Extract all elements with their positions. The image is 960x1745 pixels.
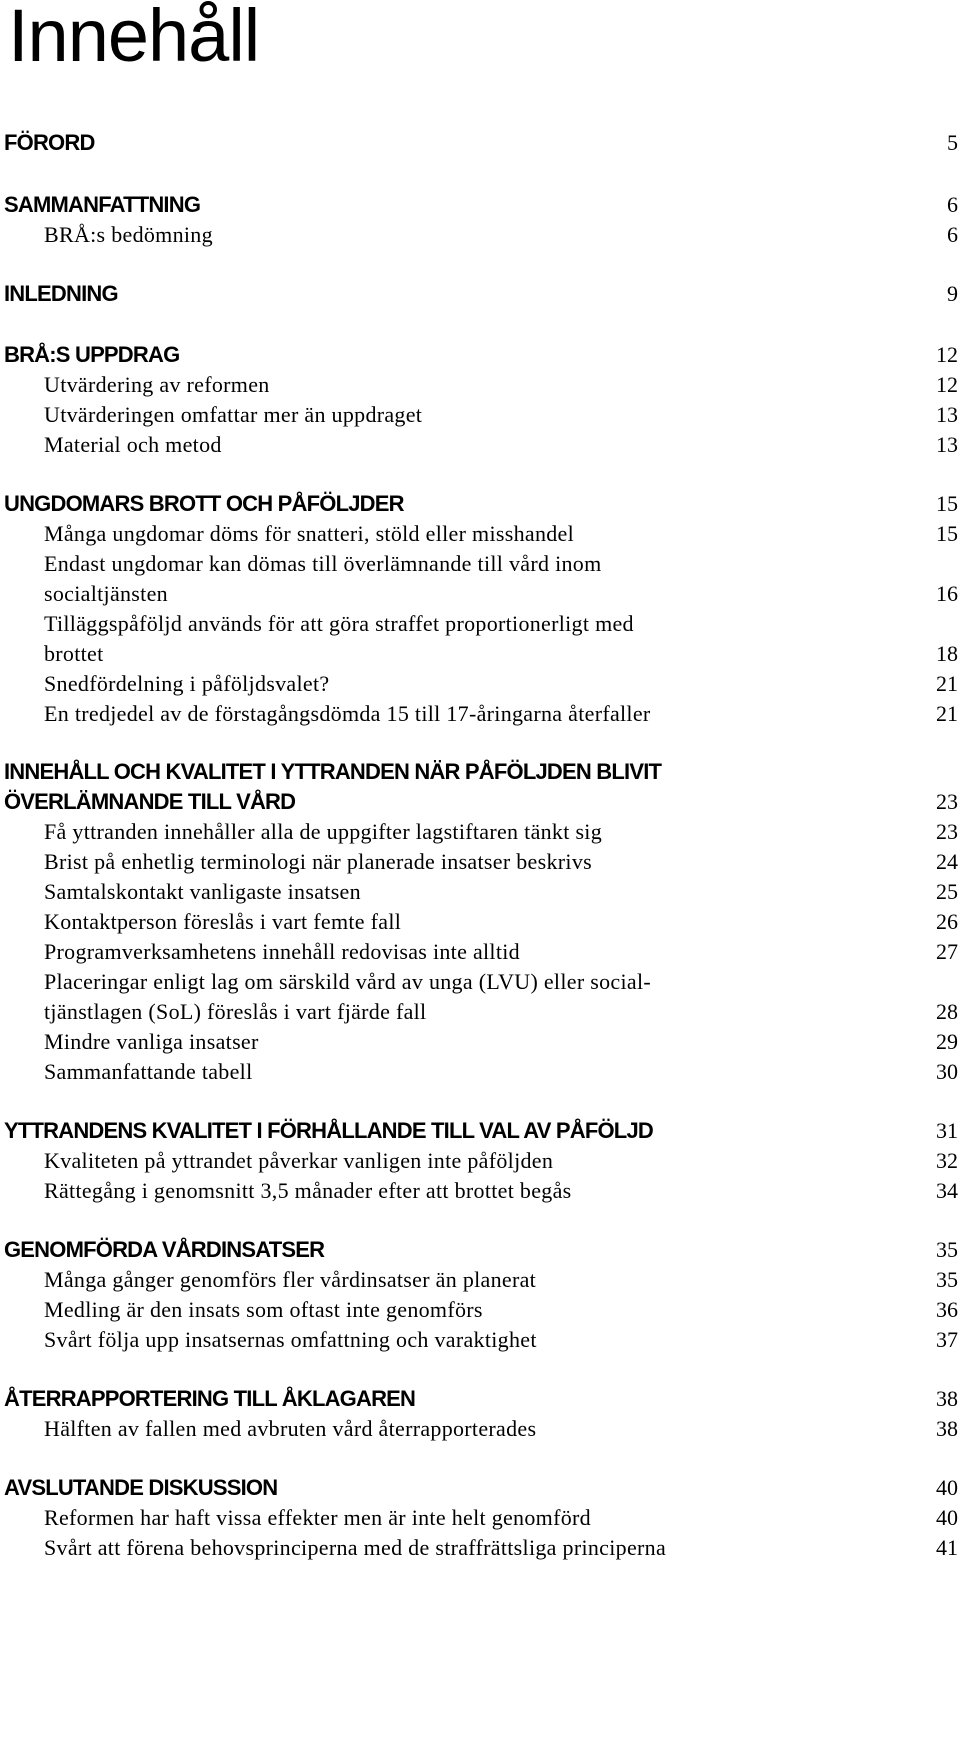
toc-page-number: 13	[936, 402, 958, 427]
toc-heading-text: BRÅ:S UPPDRAG	[4, 342, 180, 367]
toc-entry[interactable]	[0, 697, 960, 730]
toc-entry[interactable]	[0, 1174, 960, 1207]
toc-entry-text: Brist på enhetlig terminologi när planerade insatser beskrivs	[44, 849, 592, 874]
toc-entry[interactable]	[0, 1323, 960, 1356]
toc-entry[interactable]	[0, 398, 960, 431]
toc-entry-text: Medling är den insats som oftast inte genomförs	[44, 1297, 483, 1322]
toc-entry-text: Mindre vanliga insatser	[44, 1029, 259, 1054]
toc-page-number: 28	[936, 999, 958, 1024]
toc-entry-text: En tredjedel av de förstagångsdömda 15 till 17-åringarna återfaller	[44, 701, 651, 726]
toc-heading[interactable]	[0, 277, 960, 310]
toc-page-number: 26	[936, 909, 958, 934]
toc-entry[interactable]	[0, 815, 960, 848]
toc-heading[interactable]	[0, 1233, 960, 1266]
toc-entry-text: BRÅ:s bedömning	[44, 222, 213, 247]
toc-page-number: 6	[947, 222, 958, 247]
toc-page-number: 15	[936, 521, 958, 546]
toc-page-number: 40	[936, 1505, 958, 1530]
toc-entry-text: Placeringar enligt lag om särskild vård av unga (LVU) eller social-	[44, 969, 651, 994]
toc-heading-text: INNEHÅLL OCH KVALITET I YTTRANDEN NÄR PÅFÖLJDEN BLIVIT	[4, 759, 662, 784]
toc-entry[interactable]	[0, 1412, 960, 1445]
toc-entry-text: Många ungdomar döms för snatteri, stöld eller misshandel	[44, 521, 575, 546]
toc-page-number: 21	[936, 701, 958, 726]
toc-entry[interactable]	[0, 607, 960, 640]
toc-entry-text: Svårt att förena behovsprinciperna med de straffrättsliga principerna	[44, 1535, 667, 1560]
toc-heading-text: ÅTERRAPPORTERING TILL ÅKLAGAREN	[4, 1386, 416, 1411]
toc-heading-text: AVSLUTANDE DISKUSSION	[4, 1475, 278, 1500]
toc-heading-text: GENOMFÖRDA VÅRDINSATSER	[4, 1237, 325, 1262]
toc-page-number: 15	[936, 491, 958, 516]
toc-entry-text: tjänstlagen (SoL) föreslås i vart fjärde fall	[44, 999, 427, 1024]
toc-page-number: 12	[936, 372, 958, 397]
toc-entry-text: socialtjänsten	[44, 581, 168, 606]
toc-heading-text: INLEDNING	[4, 281, 118, 306]
toc-page-number: 41	[936, 1535, 958, 1560]
toc-entry[interactable]	[0, 1144, 960, 1177]
toc-entry[interactable]	[0, 1531, 960, 1564]
toc-entry[interactable]	[0, 1263, 960, 1296]
toc-page-number: 34	[936, 1178, 958, 1203]
toc-page-number: 6	[947, 192, 958, 217]
toc-entry[interactable]	[0, 1501, 960, 1534]
toc-page-number: 38	[936, 1416, 958, 1441]
toc-entry[interactable]	[0, 368, 960, 401]
toc-page-number: 27	[936, 939, 958, 964]
toc-heading[interactable]	[0, 1382, 960, 1415]
toc-entry[interactable]	[0, 218, 960, 251]
toc-page-number: 30	[936, 1059, 958, 1084]
toc-page-number: 32	[936, 1148, 958, 1173]
toc-page-number: 38	[936, 1386, 958, 1411]
toc-page-number: 13	[936, 432, 958, 457]
toc-heading[interactable]	[0, 1471, 960, 1504]
toc-heading[interactable]	[0, 338, 960, 371]
toc-page-number: 35	[936, 1237, 958, 1262]
toc-entry-text: Samtalskontakt vanligaste insatsen	[44, 879, 361, 904]
toc-page-number: 24	[936, 849, 958, 874]
toc-page-number: 29	[936, 1029, 958, 1054]
toc-entry-text: Sammanfattande tabell	[44, 1059, 253, 1084]
toc-entry-text: Kontaktperson föreslås i vart femte fall	[44, 909, 402, 934]
toc-entry[interactable]	[0, 1293, 960, 1326]
toc-page-number: 12	[936, 342, 958, 367]
toc-page-number: 21	[936, 671, 958, 696]
page-title: Innehåll	[8, 0, 260, 77]
toc-page-number: 5	[947, 130, 958, 155]
toc-heading-text: YTTRANDENS KVALITET I FÖRHÅLLANDE TILL VAL AV PÅFÖLJD	[4, 1118, 653, 1143]
toc-heading[interactable]	[0, 755, 960, 788]
toc-entry-text: Material och metod	[44, 432, 222, 457]
toc-heading[interactable]	[0, 188, 960, 221]
toc-page-number: 23	[936, 819, 958, 844]
toc-entry[interactable]	[0, 428, 960, 461]
toc-entry-text: Kvaliteten på yttrandet påverkar vanligen inte påföljden	[44, 1148, 554, 1173]
toc-entry-text: Svårt följa upp insatsernas omfattning och varaktighet	[44, 1327, 537, 1352]
toc-heading[interactable]	[0, 487, 960, 520]
toc-entry-text: Snedfördelning i påföljdsvalet?	[44, 671, 330, 696]
toc-entry-text: brottet	[44, 641, 104, 666]
toc-page-number: 36	[936, 1297, 958, 1322]
toc-page-number: 35	[936, 1267, 958, 1292]
toc-heading-text: ÖVERLÄMNANDE TILL VÅRD	[4, 789, 296, 814]
toc-entry[interactable]	[0, 1055, 960, 1088]
toc-entry[interactable]	[0, 667, 960, 700]
toc-entry[interactable]	[0, 935, 960, 968]
toc-heading-text: UNGDOMARS BROTT OCH PÅFÖLJDER	[4, 491, 404, 516]
toc-page-number: 25	[936, 879, 958, 904]
toc-page-number: 37	[936, 1327, 958, 1352]
toc-entry[interactable]	[0, 637, 960, 670]
toc-entry-text: Reformen har haft vissa effekter men är inte helt genomförd	[44, 1505, 591, 1530]
toc-entry-text: Tilläggspåföljd används för att göra straffet proportionerligt med	[44, 611, 634, 636]
toc-entry-text: Utvärderingen omfattar mer än uppdraget	[44, 402, 423, 427]
toc-page-number: 31	[936, 1118, 958, 1143]
toc-heading[interactable]	[0, 785, 960, 818]
toc-page-number: 9	[947, 281, 958, 306]
toc-page-number: 40	[936, 1475, 958, 1500]
toc-entry[interactable]	[0, 965, 960, 998]
toc-entry-text: Programverksamhetens innehåll redovisas inte alltid	[44, 939, 520, 964]
toc-entry[interactable]	[0, 547, 960, 580]
toc-entry-text: Många gånger genomförs fler vårdinsatser än planerat	[44, 1267, 537, 1292]
toc-heading-text: FÖRORD	[4, 130, 95, 155]
toc-entry[interactable]	[0, 1025, 960, 1058]
toc-entry[interactable]	[0, 905, 960, 938]
toc-heading[interactable]	[0, 1114, 960, 1147]
toc-entry-text: Utvärdering av reformen	[44, 372, 270, 397]
toc-entry[interactable]	[0, 517, 960, 550]
toc-page-number: 18	[936, 641, 958, 666]
toc-page-number: 23	[936, 789, 958, 814]
toc-entry-text: Rättegång i genomsnitt 3,5 månader efter att brottet begås	[44, 1178, 572, 1203]
toc-entry-text: Endast ungdomar kan dömas till överlämnande till vård inom	[44, 551, 602, 576]
toc-entry[interactable]	[0, 845, 960, 878]
toc-entry[interactable]	[0, 577, 960, 610]
toc-page-number: 16	[936, 581, 958, 606]
toc-entry-text: Hälften av fallen med avbruten vård återrapporterades	[44, 1416, 537, 1441]
toc-entry-text: Få yttranden innehåller alla de uppgifter lagstiftaren tänkt sig	[44, 819, 603, 844]
toc-heading-text: SAMMANFATTNING	[4, 192, 201, 217]
toc-heading[interactable]	[0, 126, 960, 159]
toc-entry[interactable]	[0, 995, 960, 1028]
toc-entry[interactable]	[0, 875, 960, 908]
